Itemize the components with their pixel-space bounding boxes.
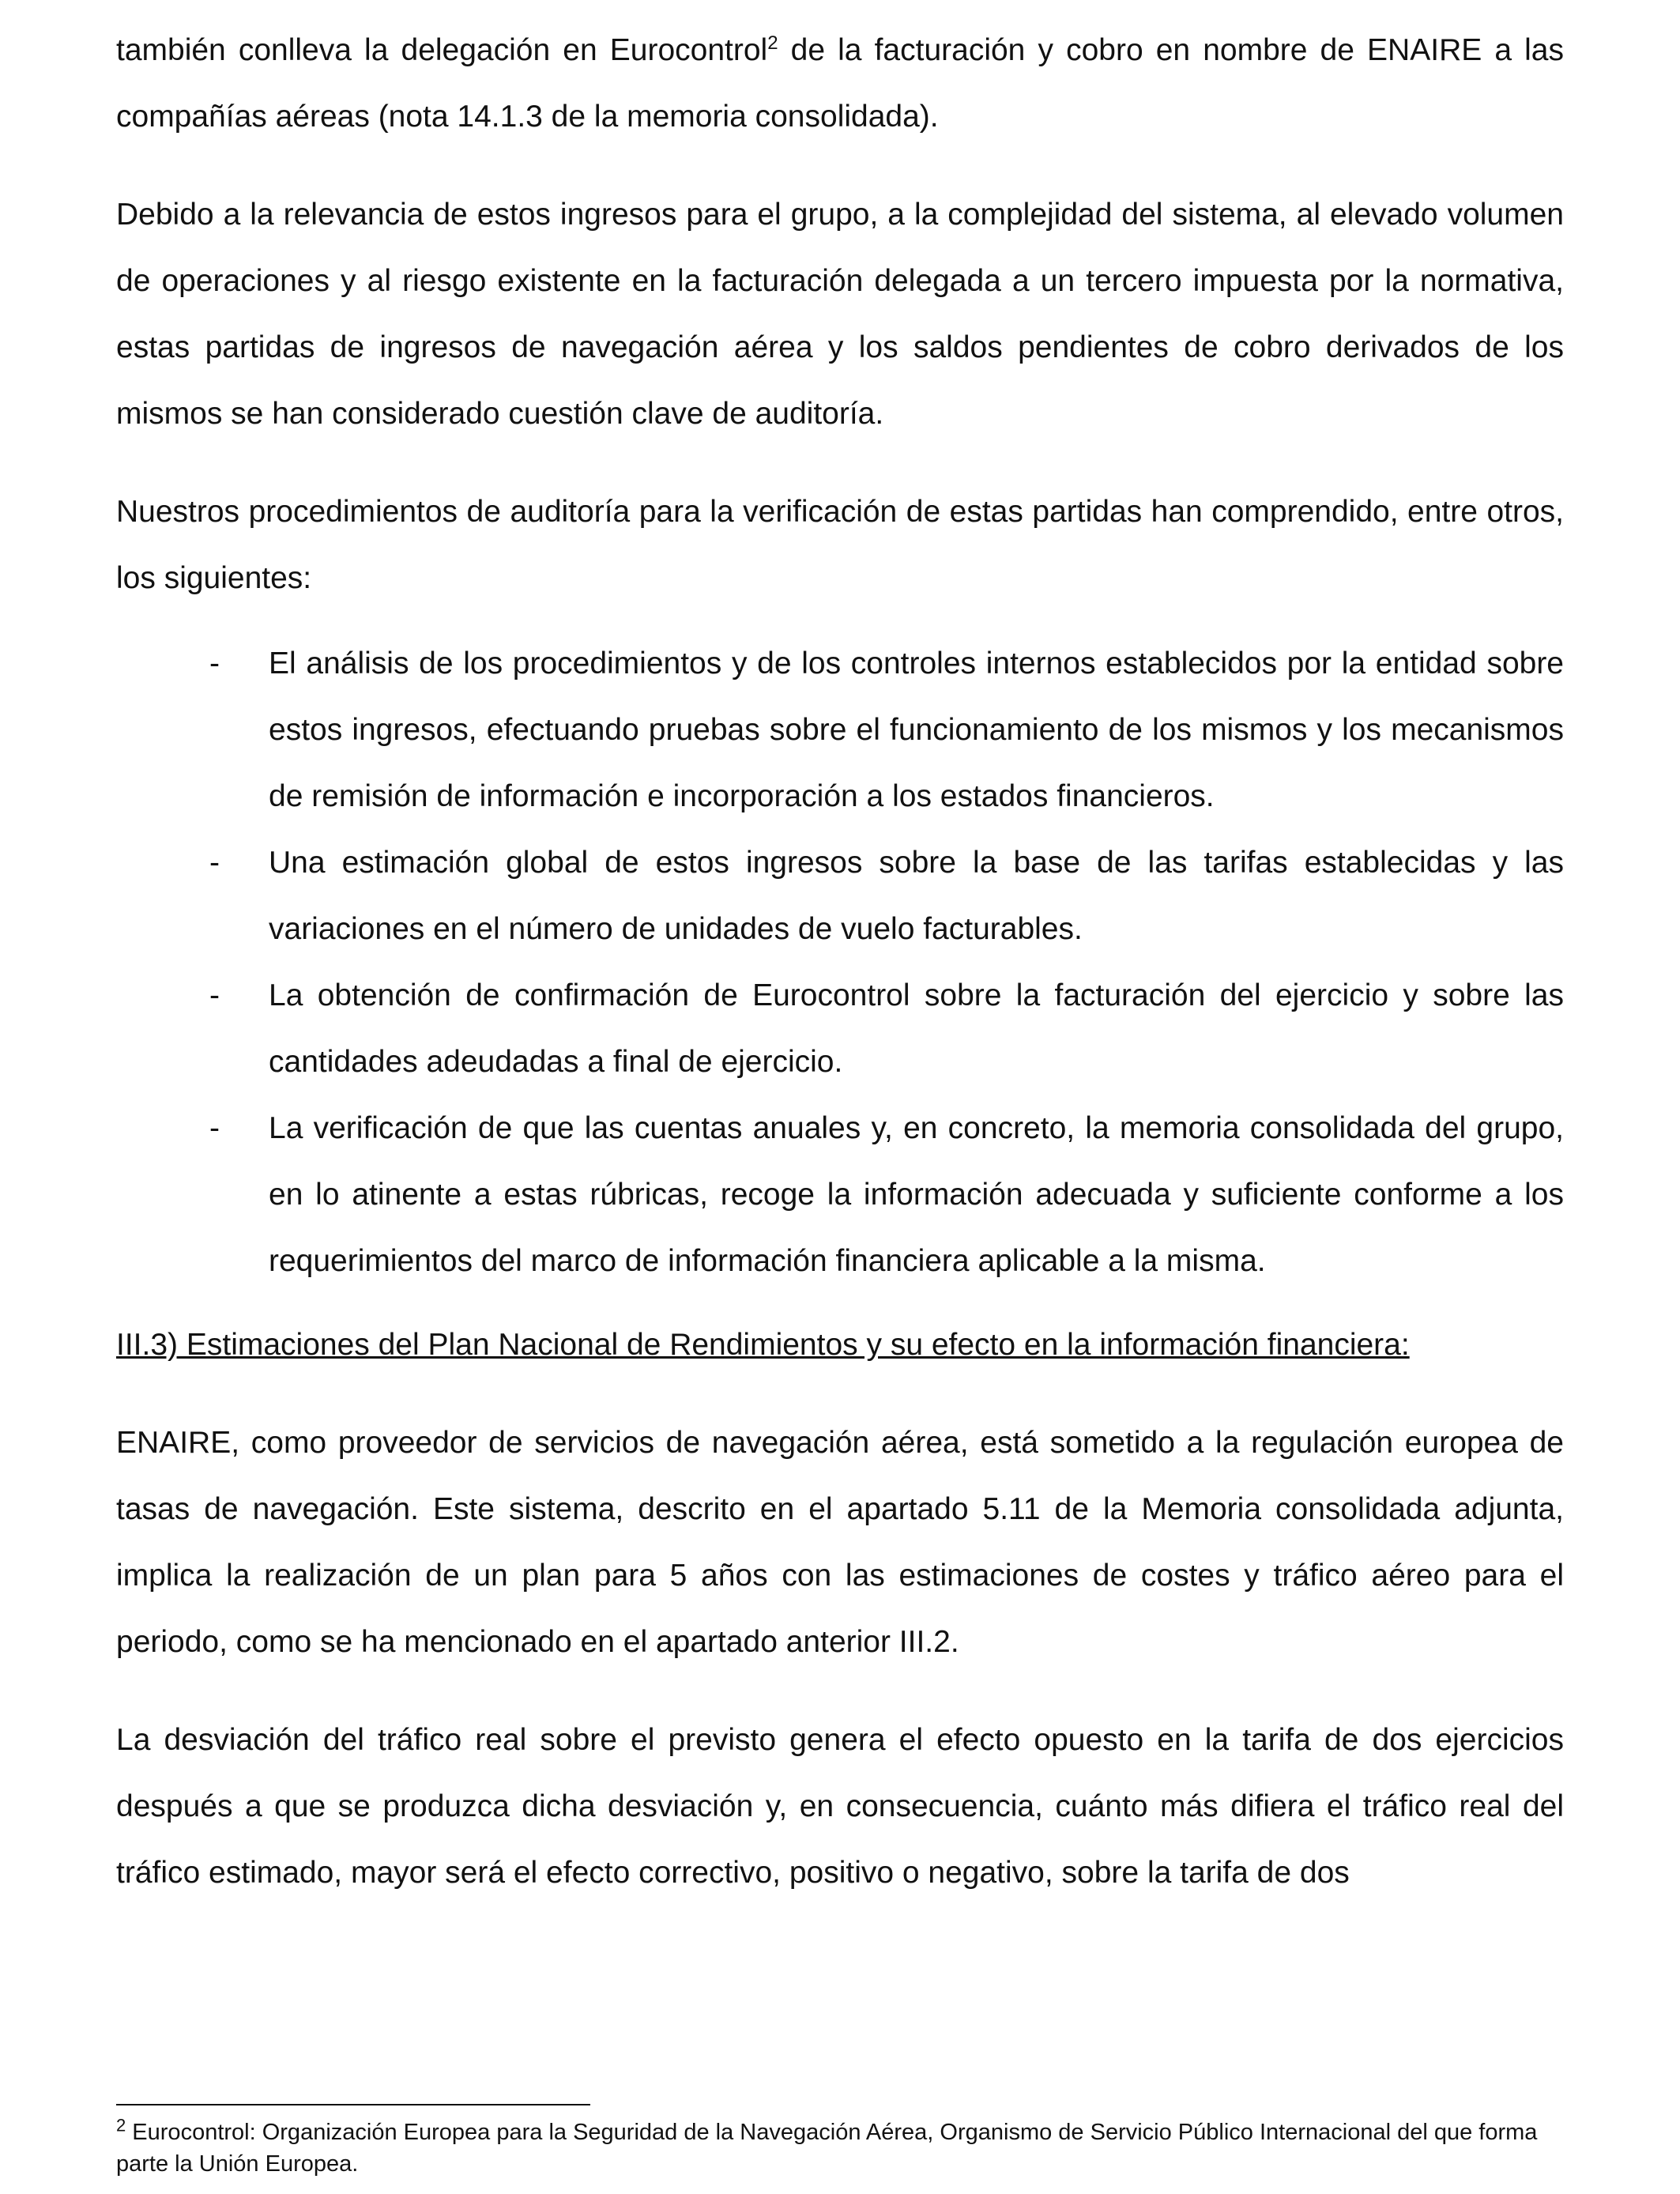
paragraph-delegation-end: de la facturación y cobro en nombre de ENAIRE a las compañías aéreas (nota 14.1.3 de la memoria consolidada).	[116, 33, 1564, 134]
list-item-text: La verificación de que las cuentas anuales y, en concreto, la memoria consolidada del grupo, en lo atinente a estas rúbricas, recoge la información adecuada y suficiente conforme a los requerimientos del marco de información financiera aplicable a la misma.	[269, 1111, 1564, 1278]
footnote	[116, 2117, 1564, 2180]
paragraph-enaire-regulation: ENAIRE, como proveedor de servicios de navegación aérea, está sometido a la regulación europea de tasas de navegación. Este sistema, descrito en el apartado 5.11 de la Memoria consolidada adjunta, implica la realización de un plan para 5 años con las estimaciones de costes y tráfico aéreo para el periodo, como se ha mencionado en el apartado anterior III.2.	[116, 1426, 1564, 1659]
list-item-text: El análisis de los procedimientos y de los controles internos establecidos por la entidad sobre estos ingresos, efectuando pruebas sobre el funcionamiento de los mismos y los mecanismos de remisión de información e incorporación a los estados financieros.	[269, 647, 1564, 813]
list-item	[116, 1095, 1564, 1295]
list-item-text: La obtención de confirmación de Eurocontrol sobre la facturación del ejercicio y sobre las cantidades adeudadas a final de ejercicio.	[269, 978, 1564, 1079]
footnote-text: Eurocontrol: Organización Europea para la Seguridad de la Navegación Aérea, Organismo de Servicio Público Internacional del que forma parte la Unión Europea.	[116, 2120, 1538, 2177]
paragraph-delegation-start: también conlleva la delegación en Eurocontrol	[116, 33, 768, 67]
list-item	[116, 631, 1564, 830]
paragraph-relevance: Debido a la relevancia de estos ingresos para el grupo, a la complejidad del sistema, al elevado volumen de operaciones y al riesgo existente en la facturación delegada a un tercero impuesta por la normativa, estas partidas de ingresos de navegación aérea y los saldos pendientes de cobro derivados de los mismos se han considerado cuestión clave de auditoría.	[116, 198, 1564, 431]
footnote-reference[interactable]: 2	[767, 32, 778, 54]
list-item	[116, 830, 1564, 963]
document-page	[116, 17, 1564, 1906]
footnote-number: 2	[116, 2115, 126, 2136]
section-heading: III.3) Estimaciones del Plan Nacional de Rendimientos y su efecto en la información financiera:	[116, 1328, 1410, 1362]
list-item-text: Una estimación global de estos ingresos sobre la base de las tarifas establecidas y las variaciones en el número de unidades de vuelo facturables.	[269, 846, 1564, 946]
paragraph-traffic-deviation: La desviación del tráfico real sobre el previsto genera el efecto opuesto en la tarifa de dos ejercicios después a que se produzca dicha desviación y, en consecuencia, cuánto más difiera el tráfico real del tráfico estimado, mayor será el efecto correctivo, positivo o negativo, sobre la tarifa de dos	[116, 1723, 1564, 1890]
list-dash: -	[209, 1111, 220, 1145]
list-item	[116, 963, 1564, 1095]
list-dash: -	[209, 846, 220, 880]
procedures-list	[116, 631, 1564, 1295]
list-dash: -	[209, 647, 220, 680]
paragraph-procedures-intro: Nuestros procedimientos de auditoría para la verificación de estas partidas han comprendido, entre otros, los siguientes:	[116, 495, 1564, 595]
footnote-divider	[116, 2104, 590, 2105]
paragraph-delegation	[116, 17, 1564, 150]
list-dash: -	[209, 978, 220, 1012]
